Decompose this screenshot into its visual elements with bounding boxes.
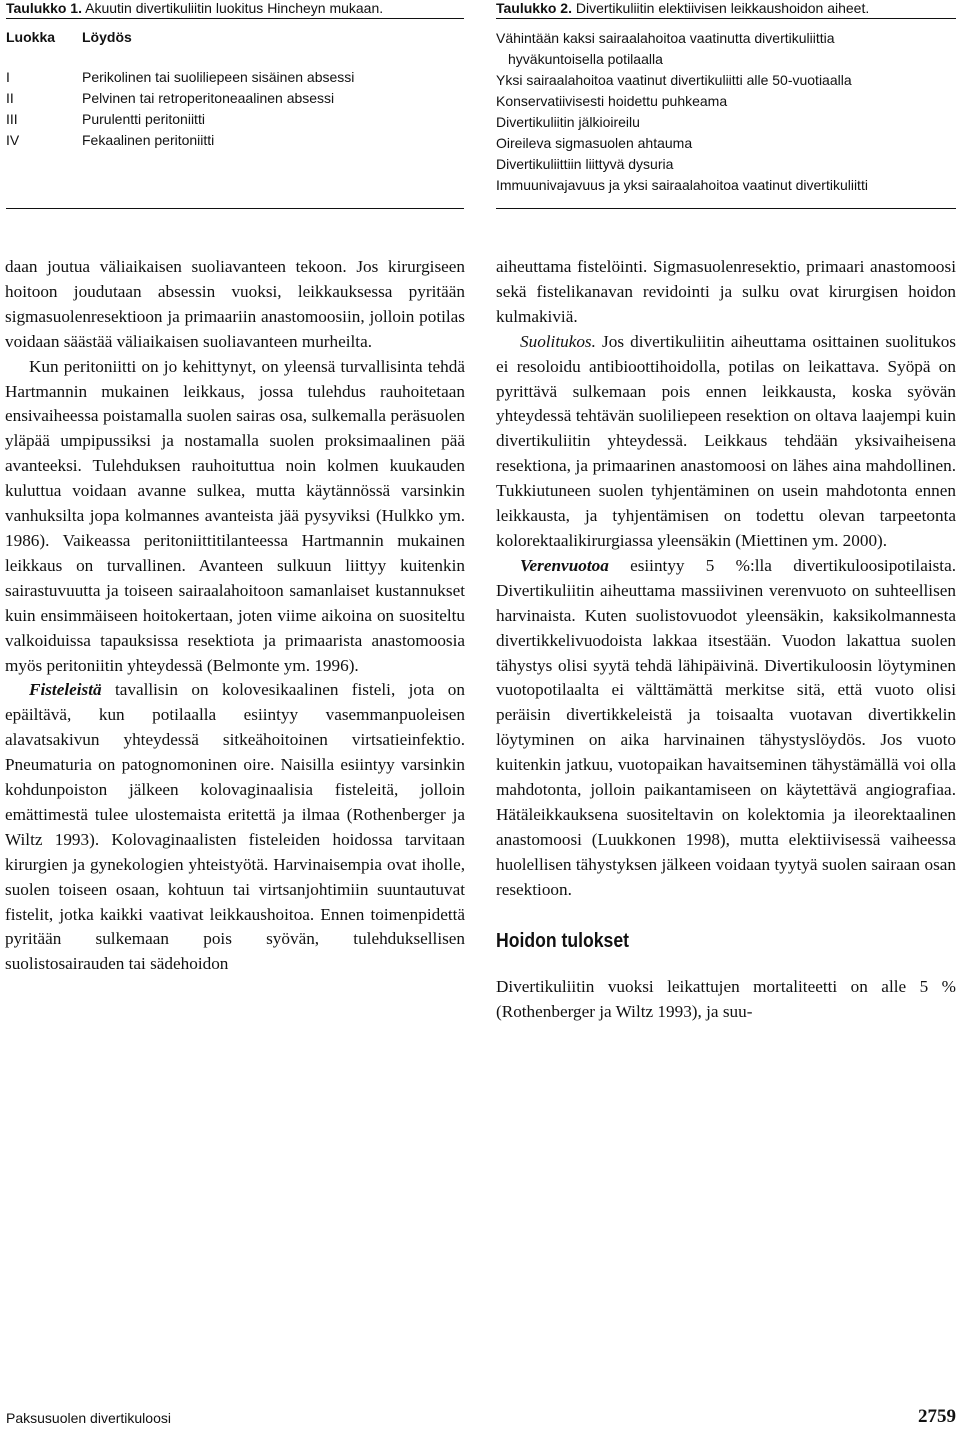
list-item-text: Vähintään kaksi sairaalahoitoa vaatinutta divertikuliittia bbox=[496, 30, 835, 46]
paragraph: Divertikuliitin vuoksi leikattujen mortaliteetti on alle 5 % (Rothenberger ja Wiltz 1993), ja suu- bbox=[496, 977, 956, 1022]
list-item-continuation: hyväkuntoisella potilaalla bbox=[508, 51, 663, 67]
running-footer-title: Paksusuolen divertikuloosi bbox=[6, 1410, 171, 1426]
page-number: 2759 bbox=[918, 1406, 956, 1427]
paragraph: aiheuttama fistelöinti. Sigmasuolenresektio, primaari anastomoosi sekä fistelikanavan revidointi ja sulku ovat kirurgisen hoidon kulmakiviä. bbox=[496, 257, 956, 326]
term-bleeding: Verenvuotoa bbox=[520, 555, 609, 575]
paragraph-text: esiintyy 5 %:lla divertikuloosipotilaista. Divertikuliitin aiheuttama massiivinen verenvuoto on suhteellisen harvinaista. Kuten suolistovuodot yleensäkin, kaksikolmannesta divertikkelivuodoista lakkaa itsestään. Vuodon lakattua suolen tähystys olisi syytä tehdä lähipäivinä. Divertikuloosin löytyminen vuotopotilaalta ei välttämättä merkitse sitä, että vuoto olisi peräisin divertikkeleistä ja toisaalta vuotavan divertikkelin löytyminen on aika harvinainen tähystyslöydös. Jos vuoto kuitenkin jatkuu, vuotopaikan havaitseminen tähystämällä voi olla mahdotonta, jolloin paikantamiseen on käytettävä angiografiaa. Hätäleikkauksena suositeltavin on kolektomia ja ileorektaalinen anastomoosi (Luukkonen 1998), mutta elektiivisessä vaiheessa huolellisen tähystyksen jälkeen voidaan tyytyä suolen sairaan osan resektioon. bbox=[496, 555, 956, 899]
section-heading: Hoidon tulokset bbox=[496, 929, 629, 952]
table-cell-finding: Purulentti peritoniitti bbox=[82, 111, 205, 127]
table-cell-class: III bbox=[6, 111, 18, 127]
list-item: Divertikuliittiin liittyvä dysuria bbox=[496, 156, 674, 172]
table-1-caption bbox=[6, 0, 464, 18]
paragraph bbox=[496, 330, 956, 554]
list-item: Konservatiivisesti hoidettu puhkeama bbox=[496, 93, 728, 109]
table-2-title: Divertikuliitin elektiivisen leikkaushoidon aiheet. bbox=[575, 0, 870, 16]
table-2-caption bbox=[496, 0, 956, 18]
paragraph-text: Jos divertikuliitin aiheuttama osittainen suolitukos ei resoloidu antibioottihoidolla, potilas on leikattava. Syöpä on pyrittävä sulkemaan pois ennen leikkausta, koska syövän yhteydessä tehtävän suoliliepeen resektion on oltava laajempi kuin divertikuliitin yhteydessä. Leikkaus tehdään yksivaiheisena resektiona, ja primaarinen anastomoosi on lähes aina mahdollinen. Tukkiutuneen suolen tyhjentäminen on usein mahdotonta ennen leikkausta, ja tyhjentämisen on todettu olevan tarpeetonta kolorektaalikirurgiassa yleensäkin (Miettinen ym. 2000). bbox=[496, 331, 956, 550]
table-cell-class: II bbox=[6, 90, 14, 106]
table-2-bottom-rule bbox=[496, 208, 956, 209]
right-column bbox=[496, 255, 956, 1025]
list-item bbox=[496, 28, 956, 70]
table-row bbox=[6, 88, 464, 109]
table-1-title: Akuutin divertikuliitin luokitus Hincheyn mukaan. bbox=[85, 0, 384, 16]
paragraph: Kun peritoniitti on jo kehittynyt, on yleensä turvallisinta tehdä Hartmannin mukainen leikkaus, jossa tulehdus rauhoitetaan ensivaiheessa poistamalla suolen sairas osa, sulkemalla peräsuolen yläpää umpipussiksi ja nostamalla suolen proksimaalinen pää avanteeksi. Tulehduksen rauhoituttua noin kolmen kuukauden kuluttua voidaan avanne sulkea, mutta käytännössä varsinkin vanhuksilta jopa kolmannes avanteista jää pysyviksi (Hulkko ym. 1986). Vaikeassa peritoniittitilanteessa Hartmannin mukainen leikkaus on turvallinen. Avanteen sulkuun liittyy kuitenkin sairastuvuutta ja toiseen sairaalahoitoon samanlaiset kustannukset kuin ensimmäiseen hoitokertaan, joten viime aikoina on suositeltu valkoiduissa tapauksissa resektiota ja primaarista anastomoosia myös peritoniitin yhteydessä (Belmonte ym. 1996). bbox=[5, 356, 465, 675]
table-cell-finding: Pelvinen tai retroperitoneaalinen absessi bbox=[82, 90, 335, 106]
table-1-header-class: Luokka bbox=[6, 29, 56, 45]
table-cell-class: I bbox=[6, 69, 10, 85]
list-item: Oireileva sigmasuolen ahtauma bbox=[496, 135, 693, 151]
table-row bbox=[6, 109, 464, 130]
table-2-items bbox=[496, 19, 956, 196]
paragraph: daan joutua väliaikaisen suoliavanteen tekoon. Jos kirurgiseen hoitoon joudutaan absessin vuoksi, leikkauksessa pyritään sigmasuolenresektioon ja primaariin anastomoosiin, jolloin potilas voidaan säästää väliaikaisen suoliavanteen murheilta. bbox=[5, 257, 465, 351]
list-item: Immuunivajavuus ja yksi sairaalahoitoa vaatinut divertikuliitti bbox=[496, 177, 868, 193]
term-obstruction: Suolitukos. bbox=[520, 331, 596, 351]
term-fistulas: Fisteleistä bbox=[29, 680, 102, 700]
list-item: Divertikuliitin jälkioireilu bbox=[496, 114, 640, 130]
paragraph bbox=[5, 678, 465, 977]
left-column bbox=[5, 255, 465, 977]
table-1-rows bbox=[6, 67, 464, 151]
table-1 bbox=[6, 0, 464, 151]
table-2 bbox=[496, 0, 956, 196]
paragraph bbox=[496, 554, 956, 903]
table-row bbox=[6, 130, 464, 151]
table-2-label: Taulukko 2. bbox=[496, 0, 572, 16]
table-1-label: Taulukko 1. bbox=[6, 0, 82, 16]
table-1-header-finding: Löydös bbox=[82, 29, 132, 45]
table-row bbox=[6, 67, 464, 88]
table-cell-class: IV bbox=[6, 132, 20, 148]
list-item: Yksi sairaalahoitoa vaatinut divertikuliitti alle 50-vuotiaalla bbox=[496, 72, 852, 88]
table-cell-finding: Perikolinen tai suoliliepeen sisäinen absessi bbox=[82, 69, 355, 85]
table-1-bottom-rule bbox=[6, 208, 464, 209]
paragraph-text: tavallisin on kolovesikaalinen fisteli, jota on epäiltävä, kun potilaalla esiintyy vasemmanpuoleisen alavatsakivun yhteydessä sitkeähoitoinen virtsatieinfektio. Pneumaturia on patognomoninen oire. Naisilla esiintyy varsinkin kohdunpoiston jälkeen kolovaginaalisia fisteleitä, jolloin emättimestä tulee ulostemaista eritettä ja ilmaa (Rothenberger ja Wiltz 1993). Kolovaginaalisten fisteleiden hoidossa tarvitaan kirurgien ja gynekologien yhteistyötä. Harvinaisempia ovat iholle, suolen toiseen osaan, kohtuun tai virtsanjohtimiin suuntautuvat fistelit, jotka kaikki vaativat leikkaushoitoa. Ennen toimenpidettä pyritään sulkemaan pois syövän, tulehduksellisen suolistosairauden tai sädehoidon bbox=[5, 680, 465, 974]
table-1-header bbox=[6, 19, 464, 59]
table-cell-finding: Fekaalinen peritoniitti bbox=[82, 132, 215, 148]
